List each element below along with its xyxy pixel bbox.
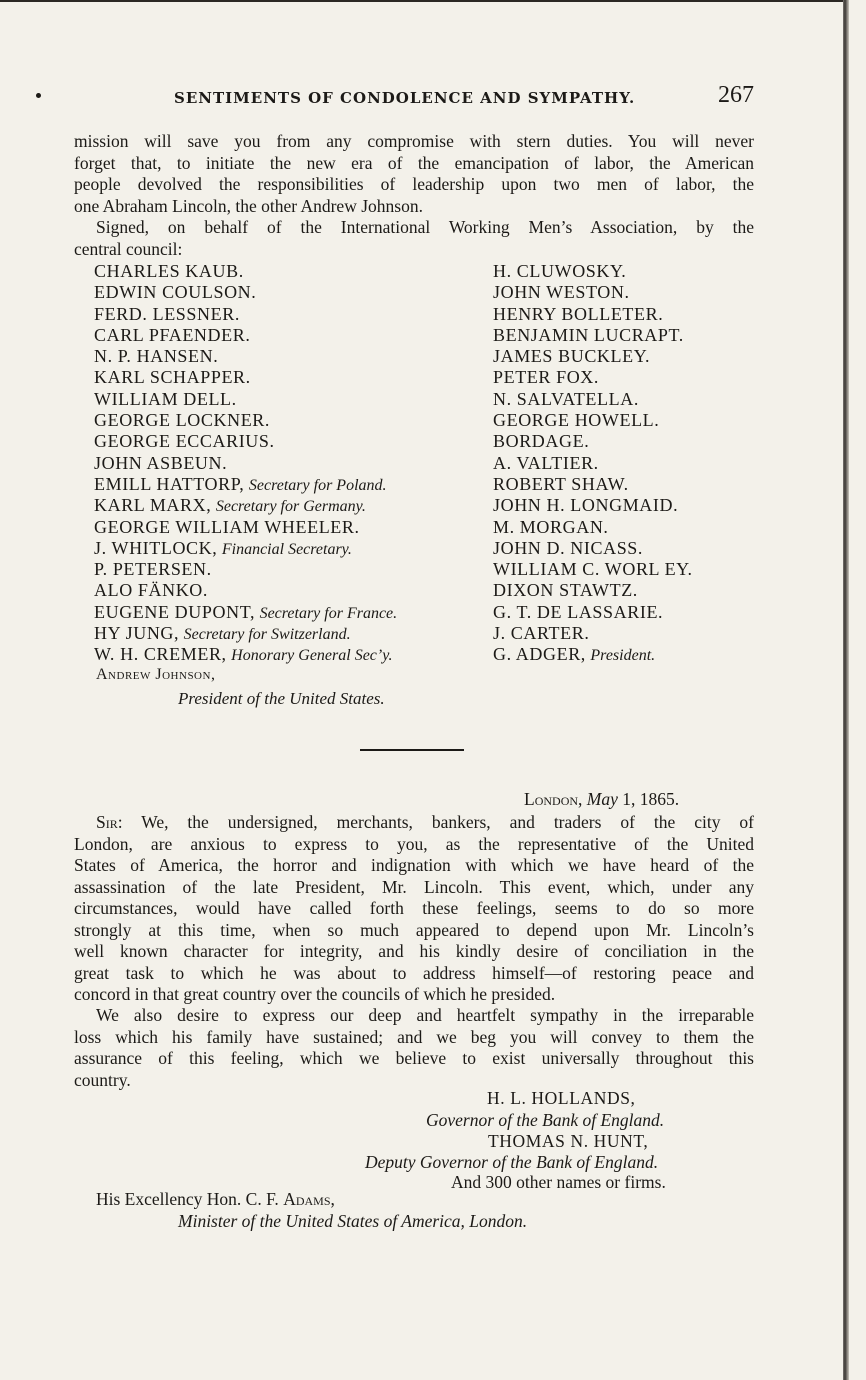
signatory-name: G. T. DE LASSARIE. xyxy=(493,601,664,622)
signatory-left xyxy=(94,367,493,388)
signatory-name: BORDAGE. xyxy=(493,431,590,452)
signatory-right xyxy=(493,453,774,474)
text-line: loss which his family have sustained; and we beg you will convey to them the xyxy=(74,1026,754,1047)
letter-place: London, xyxy=(524,789,583,809)
signatory-row xyxy=(94,495,774,516)
signatory-right xyxy=(493,431,774,452)
signatory-right xyxy=(493,495,774,516)
signatory-left xyxy=(94,431,493,452)
signatory-left xyxy=(94,474,493,495)
signatory-name: PETER FOX. xyxy=(493,367,600,388)
page-header xyxy=(74,84,754,114)
signatory-title: Secretary for Poland. xyxy=(248,476,387,494)
signatory-right xyxy=(493,367,774,388)
signatory-left xyxy=(94,261,493,282)
signatory-row xyxy=(94,538,774,559)
paragraph-sympathy xyxy=(74,1005,754,1091)
signatory-name: HY JUNG, xyxy=(94,623,180,644)
signatory-name: GEORGE HOWELL. xyxy=(493,410,660,431)
text-line: States of America, the horror and indignation with which we have heard of the xyxy=(74,855,754,875)
signer-name: H. L. HOLLANDS, xyxy=(487,1088,636,1108)
signatory-row xyxy=(94,474,774,495)
signatory-name: KARL MARX, xyxy=(94,495,212,516)
addressee-name: His Excellency Hon. C. F. Adams, xyxy=(96,1189,335,1209)
signatory-left xyxy=(94,602,493,623)
signatory-name: CHARLES KAUB. xyxy=(94,261,244,281)
signatory-row xyxy=(94,304,774,325)
signatory-left xyxy=(94,517,493,538)
paragraph-signed xyxy=(74,217,754,260)
signatory-row xyxy=(94,410,774,431)
text-line: one Abraham Lincoln, the other Andrew Johnson. xyxy=(74,195,423,216)
signatory-name: HENRY BOLLETER. xyxy=(493,303,664,324)
signatory-left xyxy=(94,389,493,410)
signatory-name: ROBERT SHAW. xyxy=(493,473,629,494)
margin-mark xyxy=(36,93,41,98)
text-line: Signed, on behalf of the International Working Men’s Association, by the xyxy=(96,217,754,237)
text-line: people devolved the responsibilities of leadership upon two men of labor, the xyxy=(74,174,754,194)
text-line: concord in that great country over the councils of which he presided. xyxy=(74,984,556,1004)
signatory-name: J. CARTER. xyxy=(493,623,590,644)
signatory-row xyxy=(94,517,774,538)
signatory-title: Honorary General Sec’y. xyxy=(231,647,393,665)
signatory-name: N. P. HANSEN. xyxy=(94,346,219,367)
text-line: assassination of the late President, Mr. Lincoln. This event, which, under any xyxy=(74,876,754,897)
signatory-row xyxy=(94,325,774,346)
signatory-name: GEORGE LOCKNER. xyxy=(94,410,270,431)
page-right-edge xyxy=(843,0,849,1380)
signatory-title: Secretary for Germany. xyxy=(215,498,366,516)
signatory-right xyxy=(493,644,774,665)
text-line: country. xyxy=(74,1069,131,1090)
signatory-name: ALO FÄNKO. xyxy=(94,580,208,601)
signatory-left xyxy=(94,623,493,644)
signatory-row xyxy=(94,644,774,665)
signatory-left xyxy=(94,559,493,580)
text-line: great task to which he was about to address himself—of restoring peace and xyxy=(74,962,754,983)
signatory-name: JOHN H. LONGMAID. xyxy=(493,495,679,516)
signatory-left xyxy=(94,580,493,601)
signatory-right xyxy=(493,304,774,325)
signatory-name: GEORGE ECCARIUS. xyxy=(94,431,275,452)
signatory-right xyxy=(493,325,774,346)
text-line: strongly at this time, when so much appeared to depend upon Mr. Lincoln’s xyxy=(74,919,754,940)
addressee-name: Andrew Johnson, xyxy=(96,666,216,683)
signatory-row xyxy=(94,580,774,601)
text-line: Sir: We, the undersigned, merchants, bankers, and traders of the city of xyxy=(96,812,754,832)
signatory-name: BENJAMIN LUCRAPT. xyxy=(493,324,684,345)
signatory-left xyxy=(94,304,493,325)
signatory-name: G. ADGER, xyxy=(493,644,586,665)
text-line: circumstances, would have called forth these feelings, seems to do so more xyxy=(74,898,754,918)
signatory-name: A. VALTIER. xyxy=(493,452,599,473)
signatory-right xyxy=(493,389,774,410)
signatory-left xyxy=(94,495,493,516)
letter-date: 1, 1865. xyxy=(622,789,680,809)
signatory-name: P. PETERSEN. xyxy=(94,559,212,580)
salutation: Sir xyxy=(96,812,118,832)
addressee-title: President of the United States. xyxy=(178,689,385,708)
page-top-edge xyxy=(0,0,845,2)
signatory-right xyxy=(493,261,774,282)
signatory-right xyxy=(493,559,774,580)
letter-dateline xyxy=(524,789,679,810)
signatory-name: JOHN D. NICASS. xyxy=(493,537,644,558)
signatory-name: M. MORGAN. xyxy=(493,516,609,537)
signatory-title: Secretary for France. xyxy=(259,604,398,622)
signatory-row xyxy=(94,623,774,644)
signatory-right xyxy=(493,346,774,367)
signatory-name: CARL PFAENDER. xyxy=(94,324,251,345)
signatory-right xyxy=(493,282,774,303)
text-line: London, are anxious to express to you, as the representative of the United xyxy=(74,833,754,854)
letter-month: May xyxy=(586,789,618,809)
signatory-title: Financial Secretary. xyxy=(221,540,352,558)
signatory-list xyxy=(94,261,774,666)
signatory-left xyxy=(94,538,493,559)
signatory-name: FERD. LESSNER. xyxy=(94,303,240,324)
signatory-name: EDWIN COULSON. xyxy=(94,282,257,303)
text-line: well known character for integrity, and his kindly desire of conciliation in the xyxy=(74,941,754,961)
signatory-left xyxy=(94,644,493,665)
signatory-title: Secretary for Switzerland. xyxy=(183,626,351,644)
signatory-title: President. xyxy=(590,647,656,665)
signatory-name: EMILL HATTORP, xyxy=(94,473,245,494)
text-line: forget that, to initiate the new era of the emancipation of labor, the American xyxy=(74,152,754,173)
text-line: We also desire to express our deep and heartfelt sympathy in the irreparable xyxy=(96,1005,754,1025)
signatory-name: J. WHITLOCK, xyxy=(94,537,218,558)
signatory-name: JAMES BUCKLEY. xyxy=(493,346,651,367)
signatory-name: JOHN ASBEUN. xyxy=(94,452,228,473)
signatory-name: JOHN WESTON. xyxy=(493,282,630,303)
other-signers-note: And 300 other names or firms. xyxy=(451,1172,666,1192)
signatory-name: H. CLUWOSKY. xyxy=(493,261,627,281)
signatory-name: W. H. CREMER, xyxy=(94,644,227,665)
section-divider xyxy=(360,749,464,751)
signatory-right xyxy=(493,538,774,559)
signer-title: Deputy Governor of the Bank of England. xyxy=(365,1152,659,1172)
signatory-left xyxy=(94,282,493,303)
signatory-row xyxy=(94,346,774,367)
signatory-name: N. SALVATELLA. xyxy=(493,388,639,409)
signatory-right xyxy=(493,517,774,538)
signatory-name: GEORGE WILLIAM WHEELER. xyxy=(94,516,360,537)
signatory-row xyxy=(94,431,774,452)
page-number: 267 xyxy=(718,82,754,108)
signatory-right xyxy=(493,474,774,495)
signatory-row xyxy=(94,602,774,623)
signatory-row xyxy=(94,389,774,410)
text-line: central council: xyxy=(74,238,183,259)
signatory-left xyxy=(94,453,493,474)
signatory-name: WILLIAM C. WORL EY. xyxy=(493,559,693,580)
signatory-row xyxy=(94,453,774,474)
signatory-left xyxy=(94,410,493,431)
running-title: SENTIMENTS OF CONDOLENCE AND SYMPATHY. xyxy=(174,89,636,107)
signer-title: Governor of the Bank of England. xyxy=(426,1110,665,1130)
signatory-name: WILLIAM DELL. xyxy=(94,388,237,409)
signatory-right xyxy=(493,580,774,601)
signatory-row xyxy=(94,261,774,282)
text-line: assurance of this feeling, which we believe to exist universally throughout this xyxy=(74,1048,754,1068)
signatory-row xyxy=(94,367,774,388)
signatory-right xyxy=(493,623,774,644)
signatory-row xyxy=(94,559,774,580)
signatory-row xyxy=(94,282,774,303)
addressee-title: Minister of the United States of America, London. xyxy=(178,1211,528,1231)
signatory-name: DIXON STAWTZ. xyxy=(493,580,638,601)
signatory-left xyxy=(94,346,493,367)
signatory-left xyxy=(94,325,493,346)
signatory-right xyxy=(493,410,774,431)
paragraph-letter-body xyxy=(74,812,754,1006)
text-line: mission will save you from any compromise with stern duties. You will never xyxy=(74,131,754,151)
paragraph-mission xyxy=(74,131,754,217)
signatory-name: EUGENE DUPONT, xyxy=(94,601,256,622)
signatory-right xyxy=(493,602,774,623)
signer-name: THOMAS N. HUNT, xyxy=(488,1131,649,1151)
signatory-name: KARL SCHAPPER. xyxy=(94,367,251,388)
